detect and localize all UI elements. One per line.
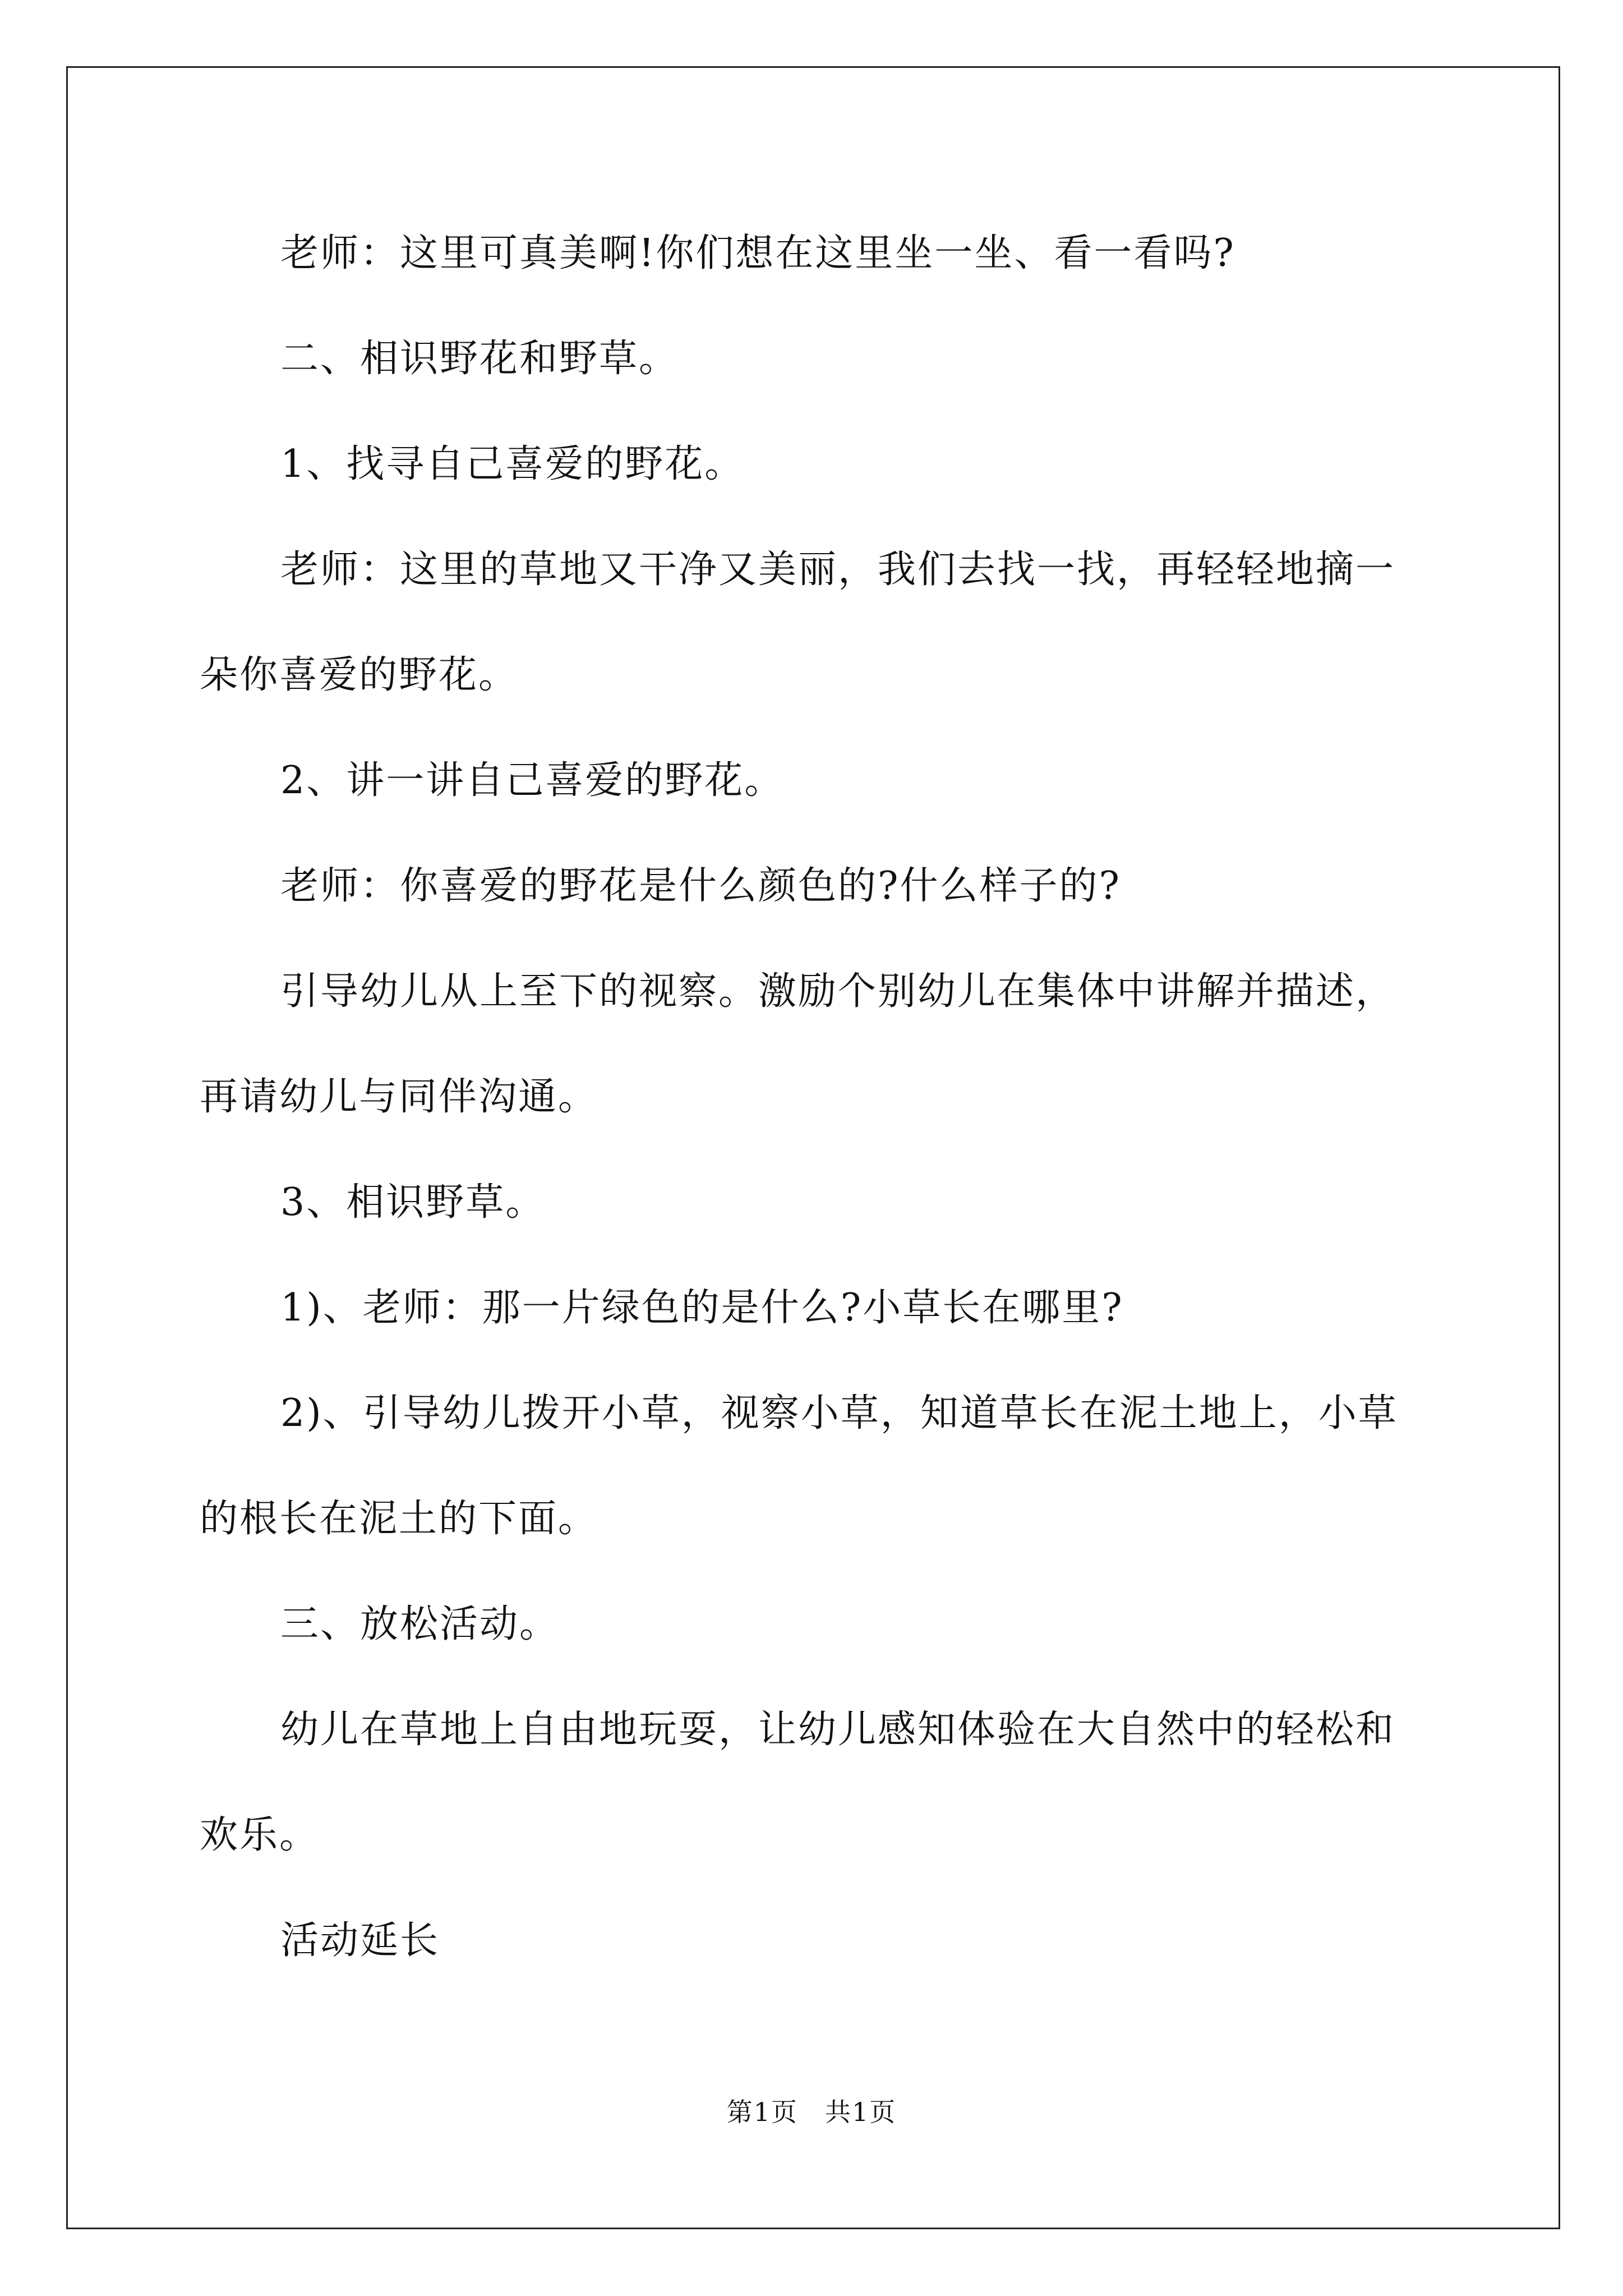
section-heading: 活动延长 (280, 1918, 440, 1963)
section-heading: 三、放松活动。 (280, 1602, 560, 1646)
paragraph-line: 欢乐。 (200, 1813, 320, 1857)
paragraph-line: 朵你喜爱的野花。 (200, 653, 519, 697)
paragraph-line: 再请幼儿与同伴沟通。 (200, 1075, 598, 1119)
paragraph-line: 引导幼儿从上至下的视察。激励个别幼儿在集体中讲解并描述， (280, 969, 1396, 1014)
page-border (66, 66, 1560, 2229)
paragraph-line: 2)、引导幼儿拨开小草，视察小草，知道草长在泥土地上，小草 (280, 1391, 1398, 1435)
section-heading: 二、相识野花和野草。 (280, 337, 679, 381)
page-footer: 第1页 共1页 (726, 2097, 897, 2127)
subsection-heading: 1、找寻自己喜爱的野花。 (280, 442, 745, 486)
paragraph-line: 幼儿在草地上自由地玩耍，让幼儿感知体验在大自然中的轻松和 (280, 1708, 1396, 1752)
paragraph-line: 老师：这里可真美啊!你们想在这里坐一坐、看一看吗? (280, 231, 1235, 275)
subsection-heading: 3、相识野草。 (280, 1180, 546, 1225)
subsection-heading: 2、讲一讲自己喜爱的野花。 (280, 758, 785, 803)
paragraph-line: 1)、老师：那一片绿色的是什么?小草长在哪里? (280, 1286, 1124, 1330)
paragraph-line: 的根长在泥土的下面。 (200, 1497, 598, 1541)
paragraph-line: 老师：你喜爱的野花是什么颜色的?什么样子的? (280, 864, 1121, 908)
paragraph-line: 老师：这里的草地又干净又美丽，我们去找一找，再轻轻地摘一 (280, 547, 1396, 592)
